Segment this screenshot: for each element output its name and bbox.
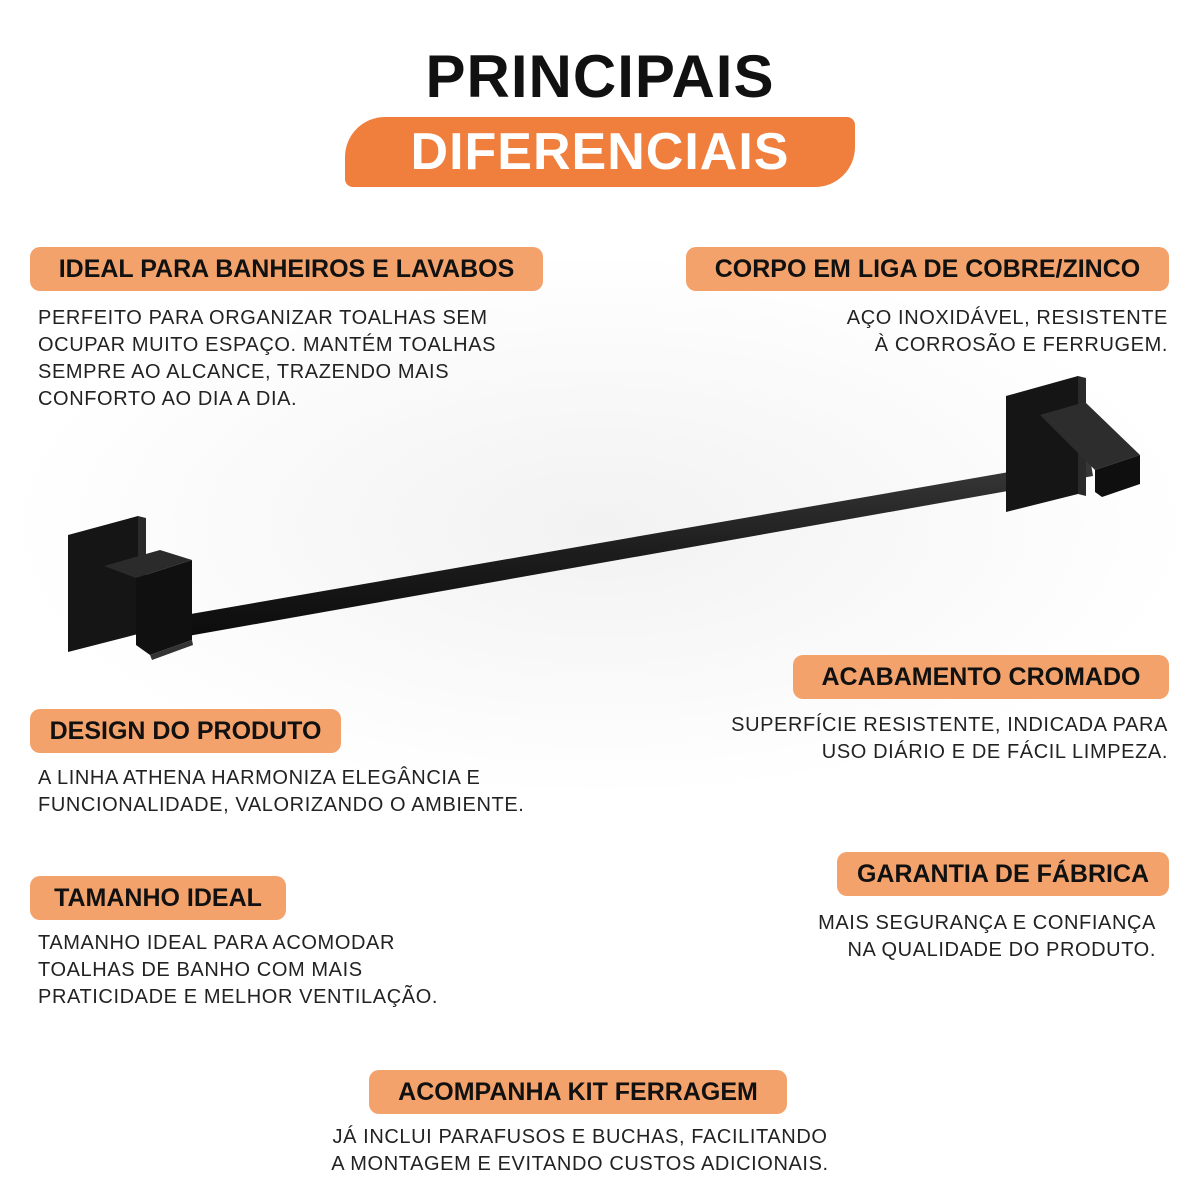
desc-acabamento: SUPERFÍCIE RESISTENTE, INDICADA PARA USO DIÁRIO E DE FÁCIL LIMPEZA. <box>731 714 1168 763</box>
desc-tamanho: TAMANHO IDEAL PARA ACOMODAR TOALHAS DE BANHO COM MAIS PRATICIDADE E MELHOR VENTILAÇÃO. <box>38 932 439 1008</box>
desc-garantia: MAIS SEGURANÇA E CONFIANÇA NA QUALIDADE DO PRODUTO. <box>818 912 1156 961</box>
tag-garantia: GARANTIA DE FÁBRICA <box>837 852 1169 896</box>
towel-bar-rod <box>185 458 1093 636</box>
tag-kit-ferragem: ACOMPANHA KIT FERRAGEM <box>369 1070 787 1114</box>
desc-corpo-liga: AÇO INOXIDÁVEL, RESISTENTE À CORROSÃO E FERRUGEM. <box>846 307 1168 356</box>
tag-acabamento: ACABAMENTO CROMADO <box>793 655 1169 699</box>
tag-design: DESIGN DO PRODUTO <box>30 709 341 753</box>
left-wall-plate <box>68 516 138 652</box>
page-title: PRINCIPAIS <box>425 43 775 110</box>
tag-corpo-liga: CORPO EM LIGA DE COBRE/ZINCO <box>686 247 1169 291</box>
desc-kit-ferragem: JÁ INCLUI PARAFUSOS E BUCHAS, FACILITANDO A MONTAGEM E EVITANDO CUSTOS ADICIONAIS. <box>331 1126 829 1175</box>
tag-tamanho: TAMANHO IDEAL <box>30 876 286 920</box>
right-wall-plate <box>1006 376 1078 512</box>
tag-ideal-banheiros: IDEAL PARA BANHEIROS E LAVABOS <box>30 247 543 291</box>
desc-ideal-banheiros: PERFEITO PARA ORGANIZAR TOALHAS SEM OCUPAR MUITO ESPAÇO. MANTÉM TOALHAS SEMPRE AO ALCANCE, TRAZENDO MAIS CONFORTO AO DIA A DIA. <box>38 307 497 410</box>
title-highlight: DIFERENCIAIS <box>345 117 855 187</box>
desc-design: A LINHA ATHENA HARMONIZA ELEGÂNCIA E FUNCIONALIDADE, VALORIZANDO O AMBIENTE. <box>38 767 525 816</box>
